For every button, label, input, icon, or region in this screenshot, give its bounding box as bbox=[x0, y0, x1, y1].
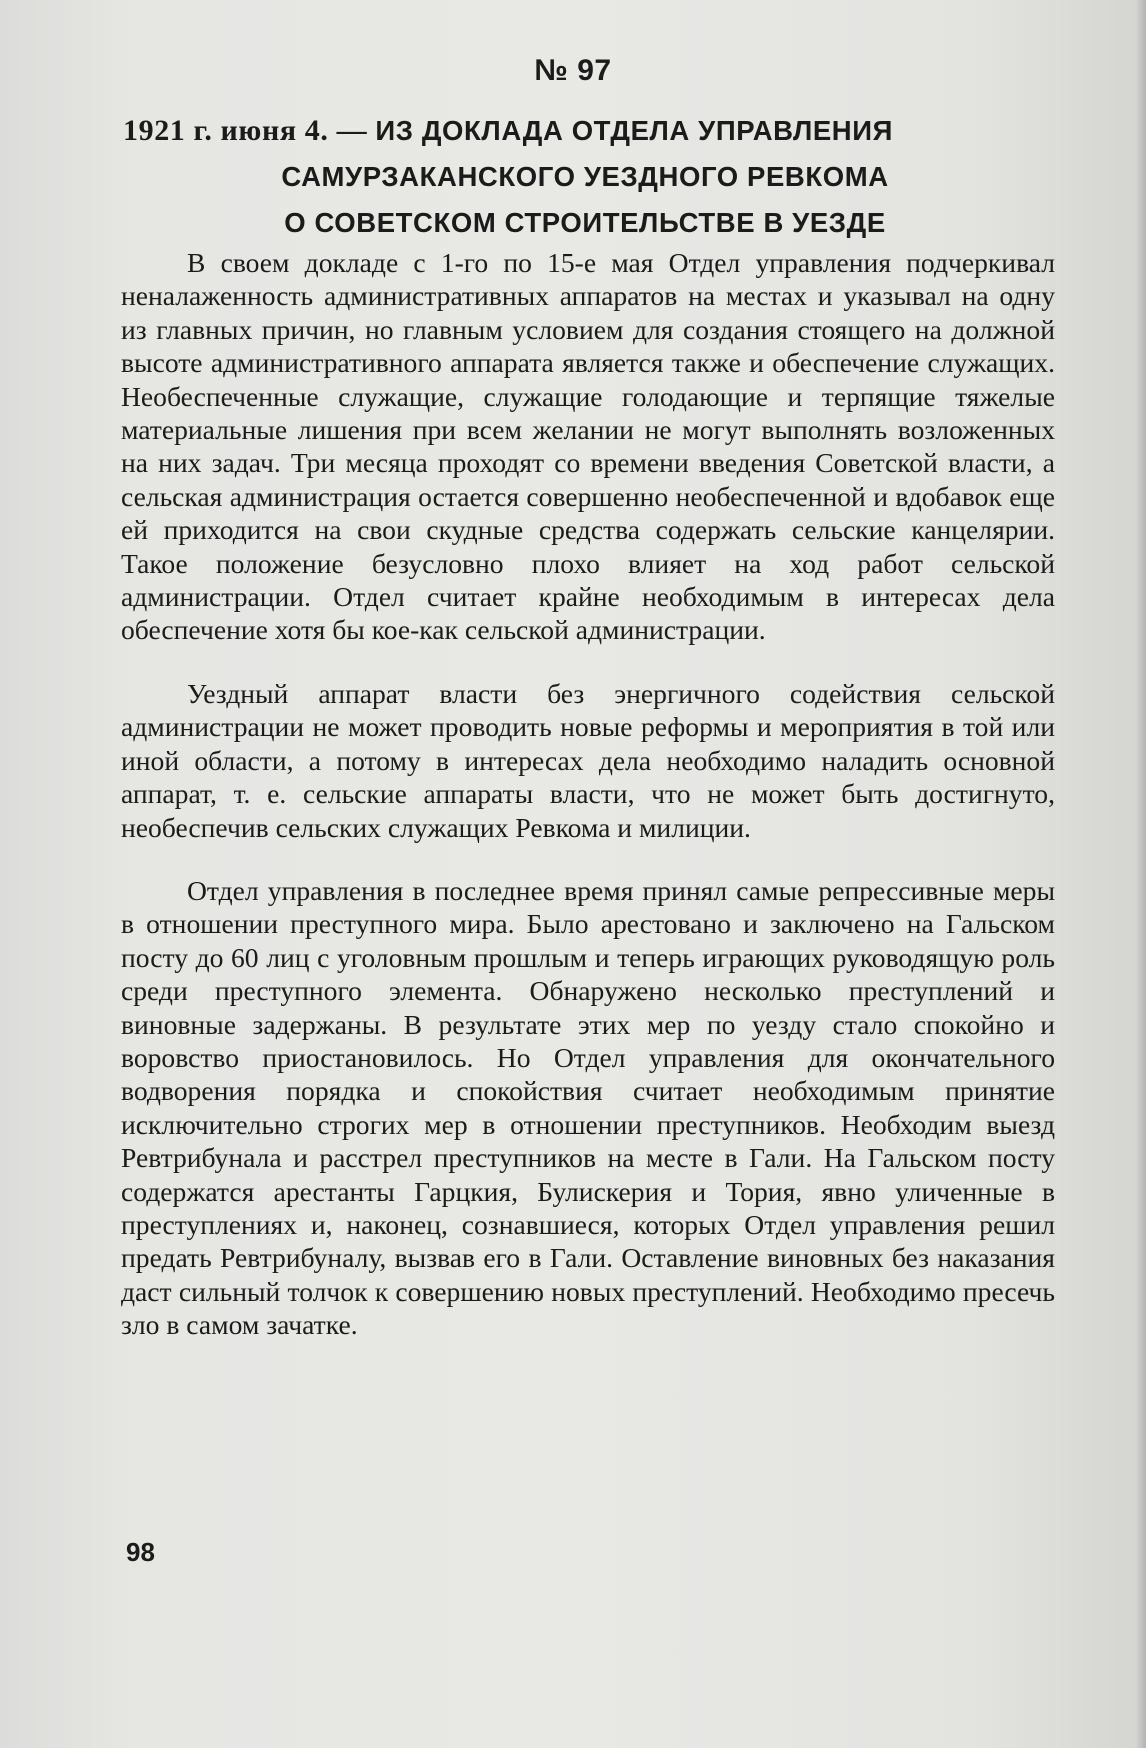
title-line-3: О СОВЕТСКОМ СТРОИТЕЛЬСТВЕ В УЕЗДЕ bbox=[284, 207, 886, 238]
title-line-2: САМУРЗАКАНСКОГО УЕЗДНОГО РЕВКОМА bbox=[281, 161, 889, 192]
document-number: № 97 bbox=[534, 54, 612, 87]
paragraph-1: В своем докладе с 1-го по 15-е мая Отдел управления подчеркивал неналаженность административных аппаратов на местах и указывал на одну из главных причин, но главным условием для создания стоящего на должной высоте административного аппарата является также и обеспечение служащих. Необеспеченные служащие, служащие голодающие и терпящие тяжелые материальные лишения при всем желании не могут выполнять возложенных на них задач. Три месяца проходят со времени введения Советской власти, а сельская администрация остается совершенно необеспеченной и вдобавок еще ей приходится на свои скудные средства содержать сельские канцелярии. Такое положение безусловно плохо влияет на ход работ сельской администрации. Отдел считает крайне необходимым в интересах дела обеспечение хотя бы кое-как сельской администрации. bbox=[121, 247, 1055, 646]
page-number: 98 bbox=[126, 1537, 155, 1567]
title-line-1 bbox=[115, 108, 1055, 154]
document-title bbox=[115, 108, 1055, 246]
title-date: 1921 г. июня 4. — bbox=[123, 114, 368, 147]
paragraph-3: Отдел управления в последнее время принял самые репрессивные меры в отношении преступного мира. Было арестовано и заключено на Гальском посту до 60 лиц с уголовным прошлым и теперь играющих руководящую роль среди преступного элемента. Обнаружено несколько преступлений и виновные задержаны. В результате этих мер по уезду стало спокойно и воровство приостановилось. Но Отдел управления для окончательного водворения порядка и спокойствия считает необходимым принятие исключительно строгих мер в отношении преступников. Необходим выезд Ревтрибунала и расстрел преступников на месте в Гали. На Гальском посту содержатся арестанты Гарцкия, Булискерия и Тория, явно уличенные в преступлениях и, наконец, сознавшиеся, которых Отдел управления решил предать Ревтрибуналу, вызвав его в Гали. Оставление виновных без наказания даст сильный толчок к совершению новых преступлений. Необходимо пресечь зло в самом зачатке. bbox=[121, 874, 1055, 1341]
document-body bbox=[121, 246, 1055, 1342]
paragraph-2: Уездный аппарат власти без энергичного содействия сельской администрации не может проводить новые реформы и мероприятия в той или иной области, а потому в интересах дела необходимо наладить основной аппарат, т. е. сельские аппараты власти, что не может быть достигнуто, необеспечив сельских служащих Ревкома и милиции. bbox=[121, 677, 1055, 843]
title-text-1: ИЗ ДОКЛАДА ОТДЕЛА УПРАВЛЕНИЯ bbox=[375, 115, 893, 146]
page-edge-shadow bbox=[1136, 0, 1146, 1748]
